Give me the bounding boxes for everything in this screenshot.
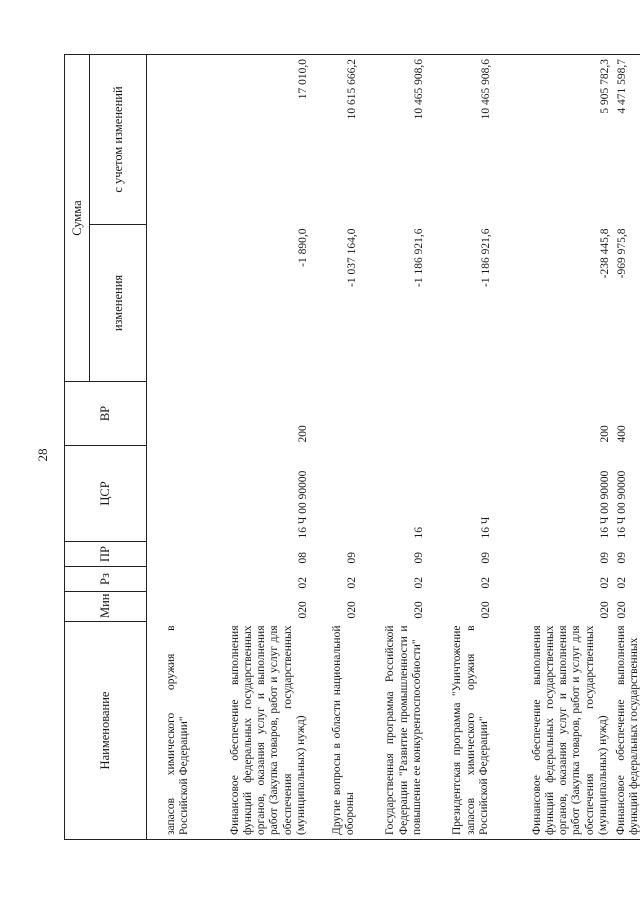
row-rz: 02 — [599, 577, 611, 589]
row-name: запасов химического оружия в Российской Федерации" — [147, 622, 195, 840]
row-name: Финансовое обеспечение выполнения функций федеральных государственных органов, оказания услуг и выполнения работ (Закупка товаров, работ и услуг для обеспечения государственных (муниципальных) нужд) — [194, 622, 311, 840]
table-row — [427, 55, 494, 840]
row-min: 020 — [346, 601, 358, 619]
header-with-change: с учетом изменений — [90, 55, 147, 225]
row-vr — [311, 382, 360, 446]
row-csr: 16 — [413, 527, 425, 539]
table-row — [194, 55, 311, 840]
row-min: 020 — [297, 601, 309, 619]
row-pr: 09 — [346, 552, 358, 564]
row-name: Финансовое обеспечение выполнения функций федеральных государственных органов, оказания услуг и выполнения работ (Закупка товаров, работ и услуг для обеспечения государственных (муниципальных) нужд) — [494, 622, 613, 840]
row-pr — [147, 542, 195, 567]
row-total: 10 465 908,6 — [427, 55, 494, 225]
row-csr: 16 Ч 00 90000 — [599, 470, 611, 539]
row-rz: 02 — [480, 577, 492, 589]
header-vr: ВР — [65, 382, 147, 446]
row-pr: 09 — [599, 552, 611, 564]
row-min — [147, 592, 195, 622]
table-row — [311, 55, 360, 840]
row-total: 4 471 598,7 — [613, 55, 640, 225]
row-rz: 02 — [413, 577, 425, 589]
row-csr — [147, 446, 195, 542]
row-total — [147, 55, 195, 225]
row-csr: 16 Ч 00 90000 — [297, 470, 309, 539]
page-number: 28 — [35, 448, 50, 462]
row-change: -238 445,8 — [599, 228, 611, 279]
row-change: -1 186 921,6 — [480, 228, 492, 287]
row-pr: 09 — [413, 552, 425, 564]
row-change: -1 186 921,6 — [413, 228, 425, 287]
row-rz — [147, 567, 195, 592]
row-change: -969 975,8 — [616, 228, 628, 279]
header-rz: Рз — [65, 567, 147, 592]
row-name: Государственная программа Российской Федерации "Развитие промышленности и повышение ее конкурентоспособности" — [360, 622, 427, 840]
header-pr: ПР — [65, 542, 147, 567]
table-row — [494, 55, 613, 840]
row-total: 5 905 782,3 — [494, 55, 613, 225]
table-row — [147, 55, 195, 840]
header-change: изменения — [90, 225, 147, 382]
row-rz: 02 — [297, 577, 309, 589]
header-sum: Сумма — [65, 55, 90, 382]
row-pr: 08 — [297, 552, 309, 564]
row-pr: 09 — [616, 552, 628, 564]
row-change — [147, 225, 195, 382]
row-csr: 16 Ч — [480, 516, 492, 539]
row-vr: 400 — [616, 425, 628, 443]
header-min: Мин — [65, 592, 147, 622]
row-min: 020 — [599, 601, 611, 619]
row-total: 17 010,0 — [194, 55, 311, 225]
row-vr — [360, 382, 427, 446]
rotated-page-content — [64, 55, 640, 840]
row-csr: 16 Ч 00 90000 — [616, 470, 628, 539]
row-name: Финансовое обеспечение выполнения функций федеральных государственных — [613, 622, 640, 840]
row-min: 020 — [480, 601, 492, 619]
row-name: Президентская программа "Уничтожение запасов химического оружия в Российской Федерации" — [427, 622, 494, 840]
row-name: Другие вопросы в области национальной обороны — [311, 622, 360, 840]
header-name: Наименование — [65, 622, 147, 840]
row-change: -1 890,0 — [297, 228, 309, 267]
row-csr — [311, 446, 360, 542]
row-change: -1 037 164,0 — [346, 228, 358, 287]
header-csr: ЦСР — [65, 446, 147, 542]
table-row — [613, 55, 640, 840]
row-total: 10 465 908,6 — [360, 55, 427, 225]
row-rz: 02 — [346, 577, 358, 589]
row-rz: 02 — [616, 577, 628, 589]
row-pr: 09 — [480, 552, 492, 564]
row-total: 10 615 666,2 — [311, 55, 360, 225]
row-min: 020 — [413, 601, 425, 619]
row-vr: 200 — [297, 425, 309, 443]
table-row — [360, 55, 427, 840]
row-vr — [427, 382, 494, 446]
budget-table — [64, 54, 640, 840]
row-vr — [147, 382, 195, 446]
row-min: 020 — [616, 601, 628, 619]
row-vr: 200 — [599, 425, 611, 443]
